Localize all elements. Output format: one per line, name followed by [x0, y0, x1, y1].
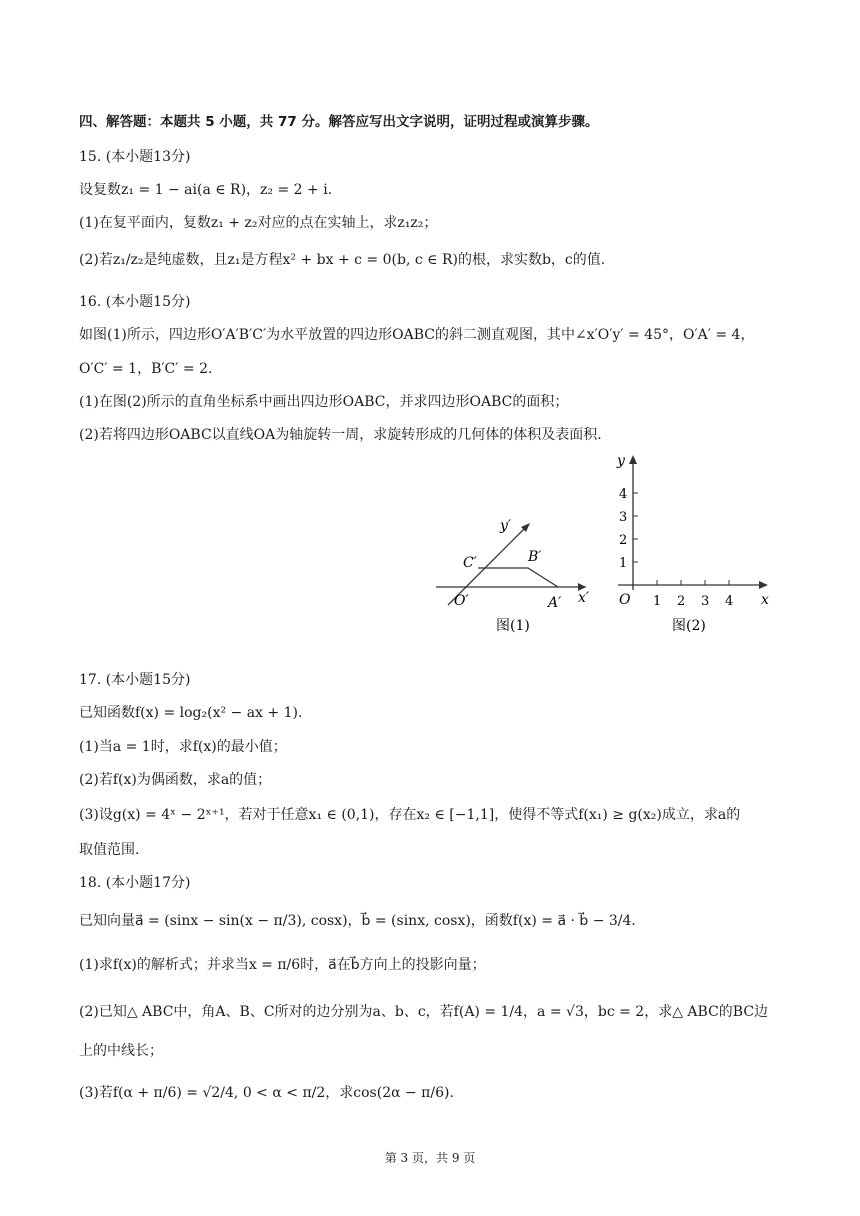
figure-1-label-x: x′	[578, 590, 590, 606]
page-footer: 第 3 页，共 9 页	[384, 1151, 476, 1165]
question-16-stem-line-2: O′C′ = 1，B′C′ = 2.	[79, 361, 213, 377]
figure-2-origin-label: O	[619, 592, 631, 608]
question-17-part-1: (1)当a = 1时，求f(x)的最小值；	[79, 739, 287, 755]
question-17-heading: 17. (本小题15分)	[79, 672, 191, 688]
figure-2-caption: 图(2)	[672, 618, 706, 634]
figure-1-label-o: O′	[454, 593, 469, 609]
figure-2-y-tick-label-2: 2	[619, 533, 628, 548]
figure-2-x-tick-label-4: 4	[725, 594, 734, 609]
question-15-part-2: (2)若z₁/z₂是纯虚数，且z₁是方程x² + bx + c = 0(b, c ∈ R)的根，求实数b，c的值.	[79, 252, 606, 268]
figure-1-label-b: B′	[528, 549, 542, 565]
question-17-part-2: (2)若f(x)为偶函数，求a的值；	[79, 772, 272, 788]
figure-2-x-arrow-icon	[759, 581, 768, 589]
question-16-heading: 16. (本小题15分)	[79, 294, 191, 310]
figure-2-y-arrow-icon	[629, 455, 637, 464]
question-15-heading: 15. (本小题13分)	[79, 149, 191, 165]
figure-1-quadrilateral	[478, 568, 558, 587]
figure-2-coordinate-system	[616, 453, 769, 634]
question-17-stem: 已知函数f(x) = log₂(x² − ax + 1).	[79, 705, 303, 721]
figure-1-oblique-drawing	[436, 518, 590, 634]
section-title: 四、解答题：本题共 5 小题，共 77 分。解答应写出文字说明，证明过程或演算步骤。	[79, 114, 599, 130]
figure-1-label-c: C′	[463, 555, 477, 571]
question-15-stem: 设复数z₁ = 1 − ai(a ∈ R)，z₂ = 2 + i.	[79, 182, 333, 198]
figure-1-label-y: y′	[500, 518, 512, 534]
figure-1-caption: 图(1)	[496, 618, 530, 634]
question-16-stem-line-1: 如图(1)所示，四边形O′A′B′C′为水平放置的四边形OABC的斜二测直观图，其中∠x′O′y′ = 45°，O′A′ = 4，	[79, 327, 755, 343]
question-18-part-2-line-1: (2)已知△ ABC中，角A、B、C所对的边分别为a、b、c，若f(A) = 1/4，a = √3，bc = 2，求△ ABC的BC边	[79, 1004, 769, 1020]
question-16-part-2: (2)若将四边形OABC以直线OA为轴旋转一周，求旋转形成的几何体的体积及表面积.	[79, 427, 602, 443]
question-15-part-1: (1)在复平面内，复数z₁ + z₂对应的点在实轴上，求z₁z₂；	[79, 215, 438, 231]
question-16-part-1: (1)在图(2)所示的直角坐标系中画出四边形OABC，并求四边形OABC的面积；	[79, 394, 569, 410]
figure-2-y-tick-label-1: 1	[619, 556, 628, 571]
question-16-figures	[428, 452, 788, 642]
figures-svg	[428, 452, 788, 642]
figure-1-label-a: A′	[548, 595, 562, 611]
figure-2-x-tick-label-3: 3	[701, 594, 710, 609]
figure-2-y-tick-label-4: 4	[619, 487, 628, 502]
question-18-heading: 18. (本小题17分)	[79, 875, 191, 891]
figure-2-x-tick-label-2: 2	[677, 594, 686, 609]
question-17-part-3-line-1: (3)设g(x) = 4ˣ − 2ˣ⁺¹，若对于任意x₁ ∈ (0,1)，存在x₂ ∈ [−1,1]，使得不等式f(x₁) ≥ g(x₂)成立，求a的	[79, 807, 741, 823]
question-18-part-3: (3)若f(α + π/6) = √2/4, 0 < α < π/2，求cos(2α − π/6).	[79, 1085, 454, 1101]
figure-2-axis-x-label: x	[761, 592, 769, 608]
question-18-stem: 已知向量a⃗ = (sinx − sin(x − π/3), cosx)，b⃗ = (sinx, cosx)，函数f(x) = a⃗ · b⃗ − 3/4.	[79, 913, 636, 929]
question-18-part-1: (1)求f(x)的解析式；并求当x = π/6时，a⃗在b⃗方向上的投影向量；	[79, 957, 486, 973]
figure-2-axis-y-label: y	[617, 453, 625, 469]
question-18-part-2-line-2: 上的中线长；	[79, 1043, 163, 1059]
figure-2-y-tick-label-3: 3	[619, 510, 628, 525]
question-17-part-3-line-2: 取值范围.	[79, 842, 140, 858]
figure-2-x-tick-label-1: 1	[653, 594, 662, 609]
